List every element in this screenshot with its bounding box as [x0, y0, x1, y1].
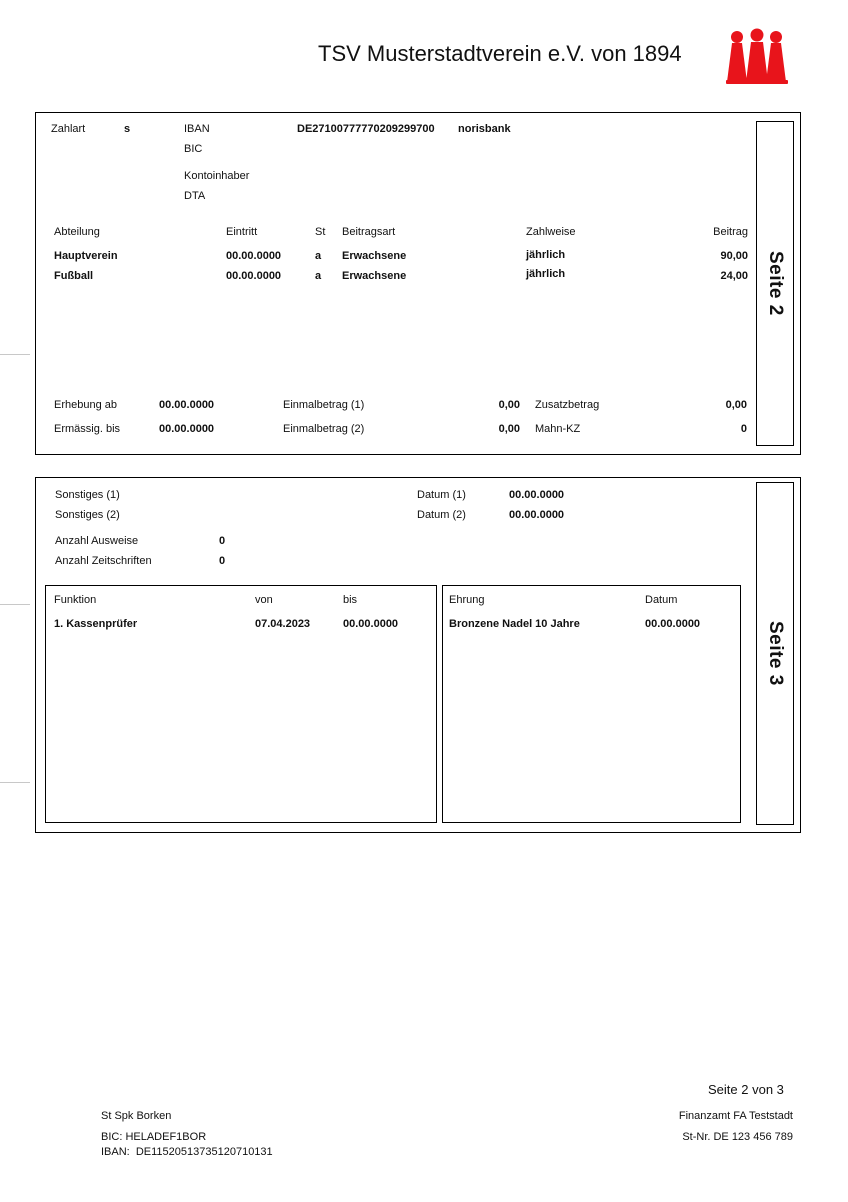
table-row-zahlweise: jährlich	[526, 268, 566, 280]
datum1-value: 00.00.0000	[509, 489, 565, 501]
zeitschriften-value: 0	[219, 555, 226, 567]
ermaessig-value: 00.00.0000	[159, 423, 215, 435]
col-header-funktion: Funktion	[54, 594, 97, 606]
table-row-beitragsart: Erwachsene	[342, 270, 407, 282]
zahlart-value: s	[124, 123, 131, 135]
margin-mark	[0, 782, 30, 783]
einmalbetrag2-value: 0,00	[498, 423, 520, 435]
table-row-abteilung: Hauptverein	[54, 250, 118, 262]
datum1-label: Datum (1)	[417, 489, 466, 501]
footer-bank-name: St Spk Borken	[101, 1110, 172, 1122]
einmalbetrag1-value: 0,00	[498, 399, 520, 411]
membership-section	[35, 112, 801, 455]
table-row-eintritt: 00.00.0000	[226, 270, 282, 282]
ausweise-value: 0	[219, 535, 226, 547]
pawns-logo-icon	[726, 28, 788, 86]
table-row-st: a	[315, 270, 322, 282]
table-row-datum: 00.00.0000	[645, 618, 701, 630]
table-row-bis: 00.00.0000	[343, 618, 399, 630]
table-row-ehrung: Bronzene Nadel 10 Jahre	[449, 618, 580, 630]
zeitschriften-label: Anzahl Zeitschriften	[55, 555, 152, 567]
zusatzbetrag-label: Zusatzbetrag	[535, 399, 600, 411]
table-row-beitrag: 24,00	[720, 270, 748, 282]
table-row-st: a	[315, 250, 322, 262]
col-header-beitragsart: Beitragsart	[342, 226, 396, 238]
zahlart-label: Zahlart	[51, 123, 86, 135]
page-title: TSV Musterstadtverein e.V. von 1894	[318, 41, 682, 66]
einmalbetrag2-label: Einmalbetrag (2)	[283, 423, 365, 435]
ausweise-label: Anzahl Ausweise	[55, 535, 139, 547]
sonstiges2-label: Sonstiges (2)	[55, 509, 120, 521]
iban-label: IBAN	[184, 123, 210, 135]
col-header-abteilung: Abteilung	[54, 226, 100, 238]
mahn-kz-label: Mahn-KZ	[535, 423, 581, 435]
mahn-kz-value: 0	[740, 423, 747, 435]
ermaessig-label: Ermässig. bis	[54, 423, 121, 435]
col-header-st: St	[315, 226, 326, 238]
table-row-eintritt: 00.00.0000	[226, 250, 282, 262]
erhebung-label: Erhebung ab	[54, 399, 117, 411]
datum2-label: Datum (2)	[417, 509, 466, 521]
col-header-bis: bis	[343, 594, 358, 606]
section-page-label: Seite 3	[756, 482, 794, 825]
bic-label: BIC	[184, 143, 203, 155]
section-page-label: Seite 2	[756, 121, 794, 446]
page-info: Seite 2 von 3	[708, 1082, 784, 1097]
kontoinhaber-label: Kontoinhaber	[184, 170, 250, 182]
col-header-zahlweise: Zahlweise	[526, 226, 576, 238]
margin-mark	[0, 354, 30, 355]
sonstiges1-label: Sonstiges (1)	[55, 489, 120, 501]
table-row-zahlweise: jährlich	[526, 249, 566, 261]
table-row-von: 07.04.2023	[255, 618, 311, 630]
footer-finanzamt: Finanzamt FA Teststadt	[678, 1110, 793, 1122]
einmalbetrag1-label: Einmalbetrag (1)	[283, 399, 365, 411]
col-header-beitrag: Beitrag	[713, 226, 748, 238]
col-header-datum: Datum	[645, 594, 678, 606]
col-header-von: von	[255, 594, 273, 606]
col-header-eintritt: Eintritt	[226, 226, 258, 238]
margin-mark	[0, 604, 30, 605]
footer-bic: BIC: HELADEF1BOR	[101, 1131, 207, 1143]
iban-value: DE27100777770209299700	[297, 123, 435, 135]
footer-iban: IBAN: DE11520513735120710131	[101, 1146, 273, 1158]
table-row-funktion: 1. Kassenprüfer	[54, 618, 138, 630]
dta-label: DTA	[184, 190, 206, 202]
footer-steuernummer: St-Nr. DE 123 456 789	[682, 1131, 793, 1143]
zusatzbetrag-value: 0,00	[725, 399, 747, 411]
col-header-ehrung: Ehrung	[449, 594, 485, 606]
bank-name: norisbank	[458, 123, 511, 135]
table-row-beitragsart: Erwachsene	[342, 250, 407, 262]
erhebung-value: 00.00.0000	[159, 399, 215, 411]
table-row-beitrag: 90,00	[720, 250, 748, 262]
table-row-abteilung: Fußball	[54, 270, 94, 282]
datum2-value: 00.00.0000	[509, 509, 565, 521]
